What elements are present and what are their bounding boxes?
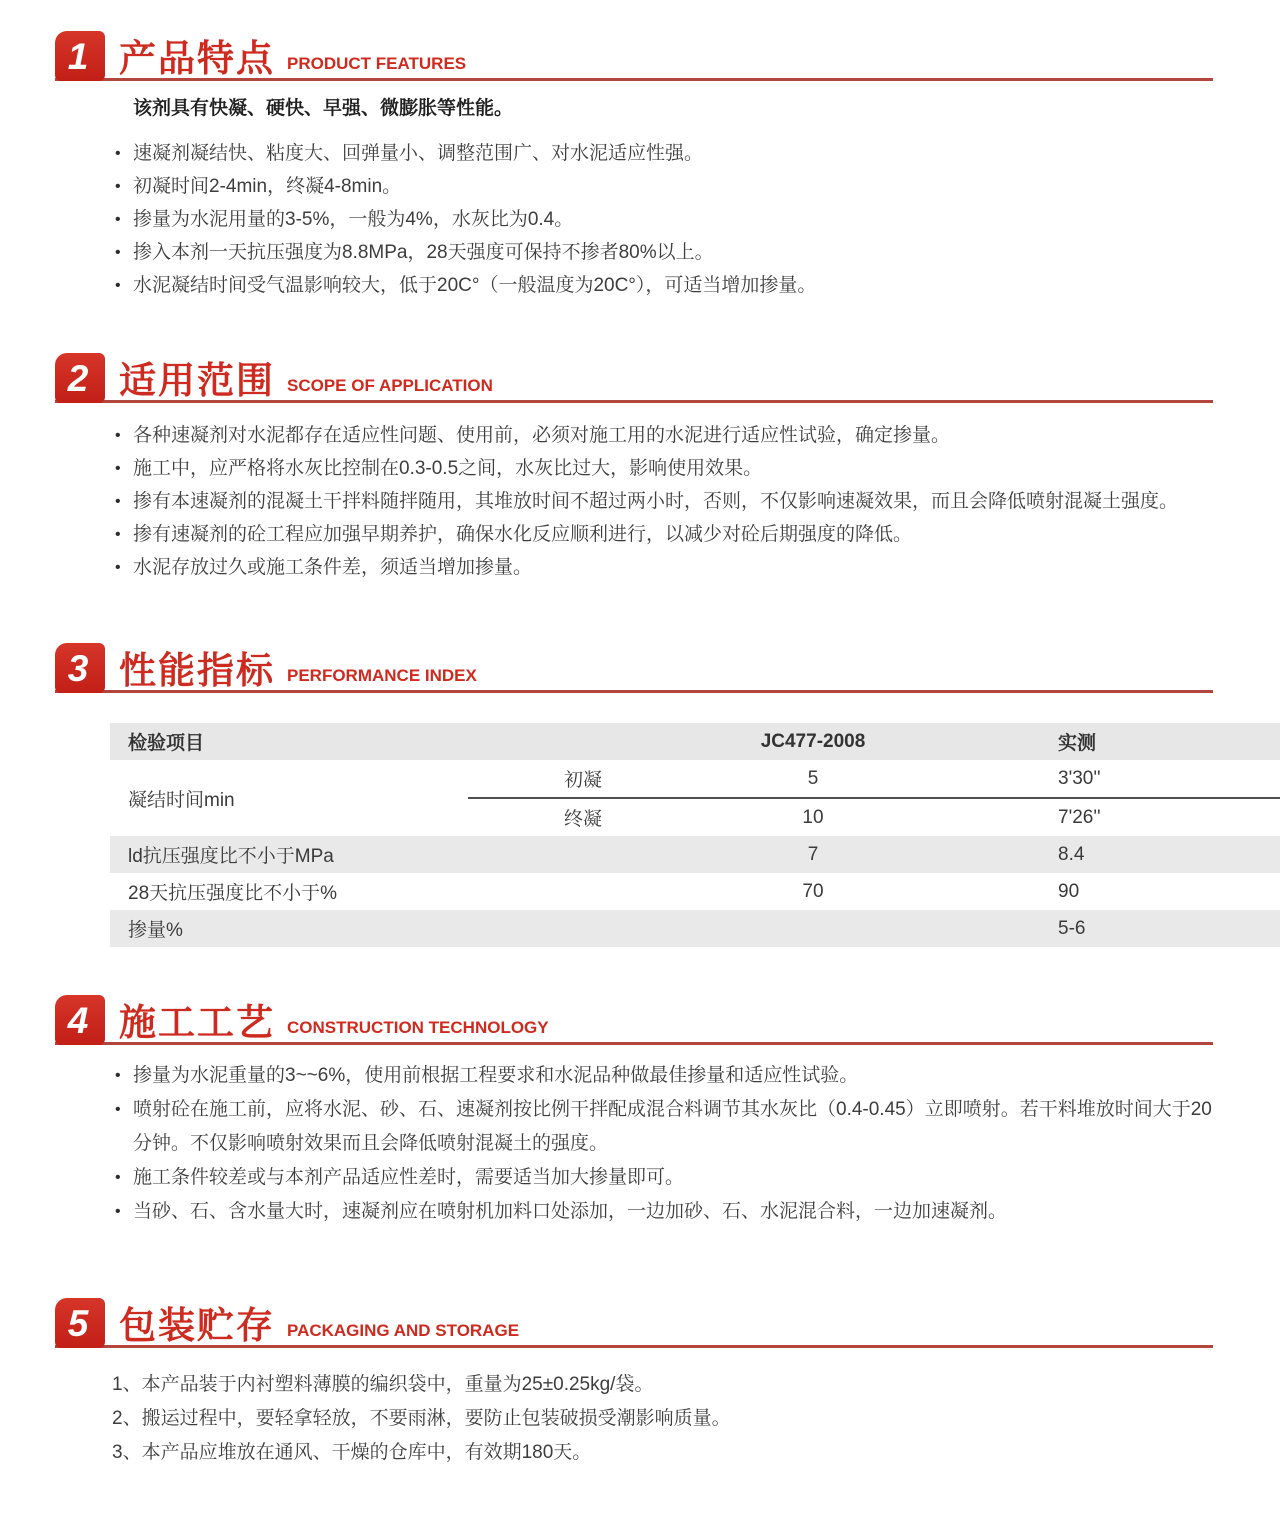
numbered-item: 1、本产品装于内衬塑料薄膜的编织袋中，重量为25±0.25kg/袋。 [112, 1374, 654, 1395]
numbered-item: 3、本产品应堆放在通风、干燥的仓库中，有效期180天。 [112, 1442, 592, 1463]
bullet-text: 水泥凝结时间受气温影响较大，低于20C°（一般温度为20C°），可适当增加掺量。 [133, 275, 817, 296]
cell-measured-value: 7'26'' [928, 798, 1280, 836]
table-header-row [110, 723, 1280, 760]
section-2-subtitle: SCOPE OF APPLICATION [287, 376, 493, 395]
performance-index-table [110, 723, 1280, 947]
section-number: 4 [67, 999, 89, 1041]
section-number: 3 [67, 647, 89, 689]
section-1-subtitle: PRODUCT FEATURES [287, 54, 467, 73]
section-2-number-badge [55, 353, 105, 403]
bullet-dot-icon: • [115, 145, 121, 162]
section-number: 2 [67, 357, 89, 399]
bullet-dot-icon: • [115, 559, 121, 576]
section-1-bullet-list [55, 137, 1213, 302]
bullet-item [115, 518, 1213, 551]
bullet-dot-icon: • [115, 211, 121, 228]
cell-standard-value [698, 910, 928, 947]
section-construction-technology [55, 992, 1213, 1229]
section-5-number-badge [55, 1298, 105, 1348]
bullet-item [115, 551, 1213, 584]
section-3-subtitle: PERFORMANCE INDEX [287, 666, 477, 685]
bullet-item [115, 269, 1213, 302]
bullet-dot-icon: • [115, 277, 121, 294]
bullet-dot-icon: • [115, 244, 121, 261]
cell-measured-value: 90 [1058, 880, 1080, 902]
section-3-number-badge [55, 643, 105, 693]
section-4-subtitle: CONSTRUCTION TECHNOLOGY [287, 1018, 549, 1037]
bullet-dot-icon: • [115, 526, 121, 543]
table-row-1d-strength [110, 836, 1280, 873]
cell-standard-value: 5 [807, 767, 819, 789]
bullet-dot-icon: • [115, 427, 121, 444]
cell-item-label: 掺量% [128, 920, 183, 941]
bullet-dot-icon: • [115, 178, 121, 195]
section-number: 5 [67, 1302, 89, 1344]
section-3-title: 性能指标 [119, 650, 275, 691]
bullet-text: 喷射砼在施工前，应将水泥、砂、石、速凝剂按比例干拌配成混合料调节其水灰比（0.4-0.45）立即喷射。若干料堆放时间大于20分钟。不仅影响喷射效果而且会降低喷射混凝土的强度。 [133, 1099, 1212, 1154]
cell-measured-value: 3'30'' [1058, 767, 1101, 789]
cell-setting-time-label: 凝结时间min [128, 789, 235, 811]
bullet-dot-icon: • [115, 1203, 121, 1220]
bullet-text: 掺入本剂一天抗压强度为8.8MPa，28天强度可保持不掺者80%以上。 [133, 242, 714, 263]
bullet-text: 掺量为水泥重量的3~~6%，使用前根据工程要求和水泥品种做最佳掺量和适应性试验。 [133, 1065, 859, 1086]
column-header-standard: JC477-2008 [760, 730, 866, 752]
numbered-item: 2、搬运过程中，要轻拿轻放，不要雨淋，要防止包装破损受潮影响质量。 [112, 1408, 731, 1429]
cell-sub-label: 初凝 [563, 770, 602, 791]
bullet-text: 掺有速凝剂的砼工程应加强早期养护，确保水化反应顺利进行，以减少对砼后期强度的降低。 [133, 524, 913, 545]
bullet-dot-icon: • [115, 1169, 121, 1186]
bullet-text: 掺有本速凝剂的混凝土干拌料随拌随用，其堆放时间不超过两小时，否则，不仅影响速凝效果，而且会降低喷射混凝土强度。 [133, 491, 1179, 512]
column-header-sub [468, 723, 698, 760]
section-5-header [55, 1295, 1213, 1348]
section-1-title: 产品特点 [119, 38, 275, 79]
section-3-header [55, 640, 1213, 693]
bullet-text: 施工中，应严格将水灰比控制在0.3-0.5之间，水灰比过大，影响使用效果。 [133, 458, 763, 479]
bullet-dot-icon: • [115, 493, 121, 510]
cell-standard-value: 70 [802, 880, 824, 902]
column-header-item: 检验项目 [128, 733, 205, 754]
bullet-item [115, 1195, 1213, 1229]
section-5-subtitle: PACKAGING AND STORAGE [287, 1321, 520, 1340]
bullet-item [115, 1161, 1213, 1195]
bullet-item [115, 419, 1213, 452]
bullet-item [115, 1059, 1213, 1093]
cell-standard-value: 7 [807, 843, 819, 865]
bullet-item [115, 236, 1213, 269]
section-1-number-badge [55, 31, 105, 81]
section-2-header [55, 350, 1213, 403]
section-4-bullet-list [55, 1059, 1213, 1229]
bullet-item [115, 170, 1213, 203]
section-product-features [55, 28, 1213, 302]
cell-measured-value: 8.4 [1058, 843, 1085, 865]
section-packaging-storage [55, 1295, 1213, 1470]
cell-item-label: ld抗压强度比不小于MPa [128, 846, 334, 867]
section-1-intro: 该剂具有快凝、硬快、早强、微膨胀等性能。 [133, 98, 514, 119]
section-number: 1 [67, 35, 89, 77]
cell-item-label: 28天抗压强度比不小于% [128, 883, 338, 904]
section-5-title: 包装贮存 [119, 1305, 275, 1346]
bullet-text: 施工条件较差或与本剂产品适应性差时，需要适当加大掺量即可。 [133, 1167, 685, 1188]
bullet-item [115, 137, 1213, 170]
bullet-text: 当砂、石、含水量大时，速凝剂应在喷射机加料口处添加，一边加砂、石、水泥混合料，一边加速凝剂。 [133, 1201, 1008, 1222]
bullet-dot-icon: • [115, 460, 121, 477]
table-row-28d-strength [110, 873, 1280, 910]
section-2-bullet-list [55, 419, 1213, 584]
table-row-initial-setting [110, 760, 1280, 798]
cell-sub-label: 终凝 [468, 798, 698, 836]
bullet-item [115, 1093, 1213, 1161]
bullet-dot-icon: • [115, 1067, 121, 1084]
bullet-item [115, 203, 1213, 236]
section-1-header [55, 28, 1213, 81]
bullet-text: 速凝剂凝结快、粘度大、回弹量小、调整范围广、对水泥适应性强。 [133, 143, 704, 164]
bullet-item [115, 485, 1213, 518]
bullet-text: 掺量为水泥用量的3-5%，一般为4%，水灰比为0.4。 [133, 209, 574, 230]
bullet-text: 各种速凝剂对水泥都存在适应性问题、使用前，必须对施工用的水泥进行适应性试验，确定掺量。 [133, 425, 951, 446]
section-5-numbered-list [55, 1368, 1213, 1470]
cell-measured-value: 5-6 [1058, 917, 1086, 939]
bullet-item [115, 452, 1213, 485]
section-scope-of-application [55, 350, 1213, 584]
section-performance-index [55, 640, 1213, 947]
section-4-number-badge [55, 995, 105, 1045]
section-4-header [55, 992, 1213, 1045]
bullet-text: 水泥存放过久或施工条件差，须适当增加掺量。 [133, 557, 533, 578]
bullet-text: 初凝时间2-4min，终凝4-8min。 [133, 176, 402, 197]
bullet-dot-icon: • [115, 1101, 121, 1118]
cell-standard-value: 10 [698, 798, 928, 836]
table-row-dosage [110, 910, 1280, 947]
section-4-title: 施工工艺 [119, 1002, 275, 1043]
column-header-measured: 实测 [1058, 733, 1097, 754]
section-2-title: 适用范围 [119, 360, 275, 401]
